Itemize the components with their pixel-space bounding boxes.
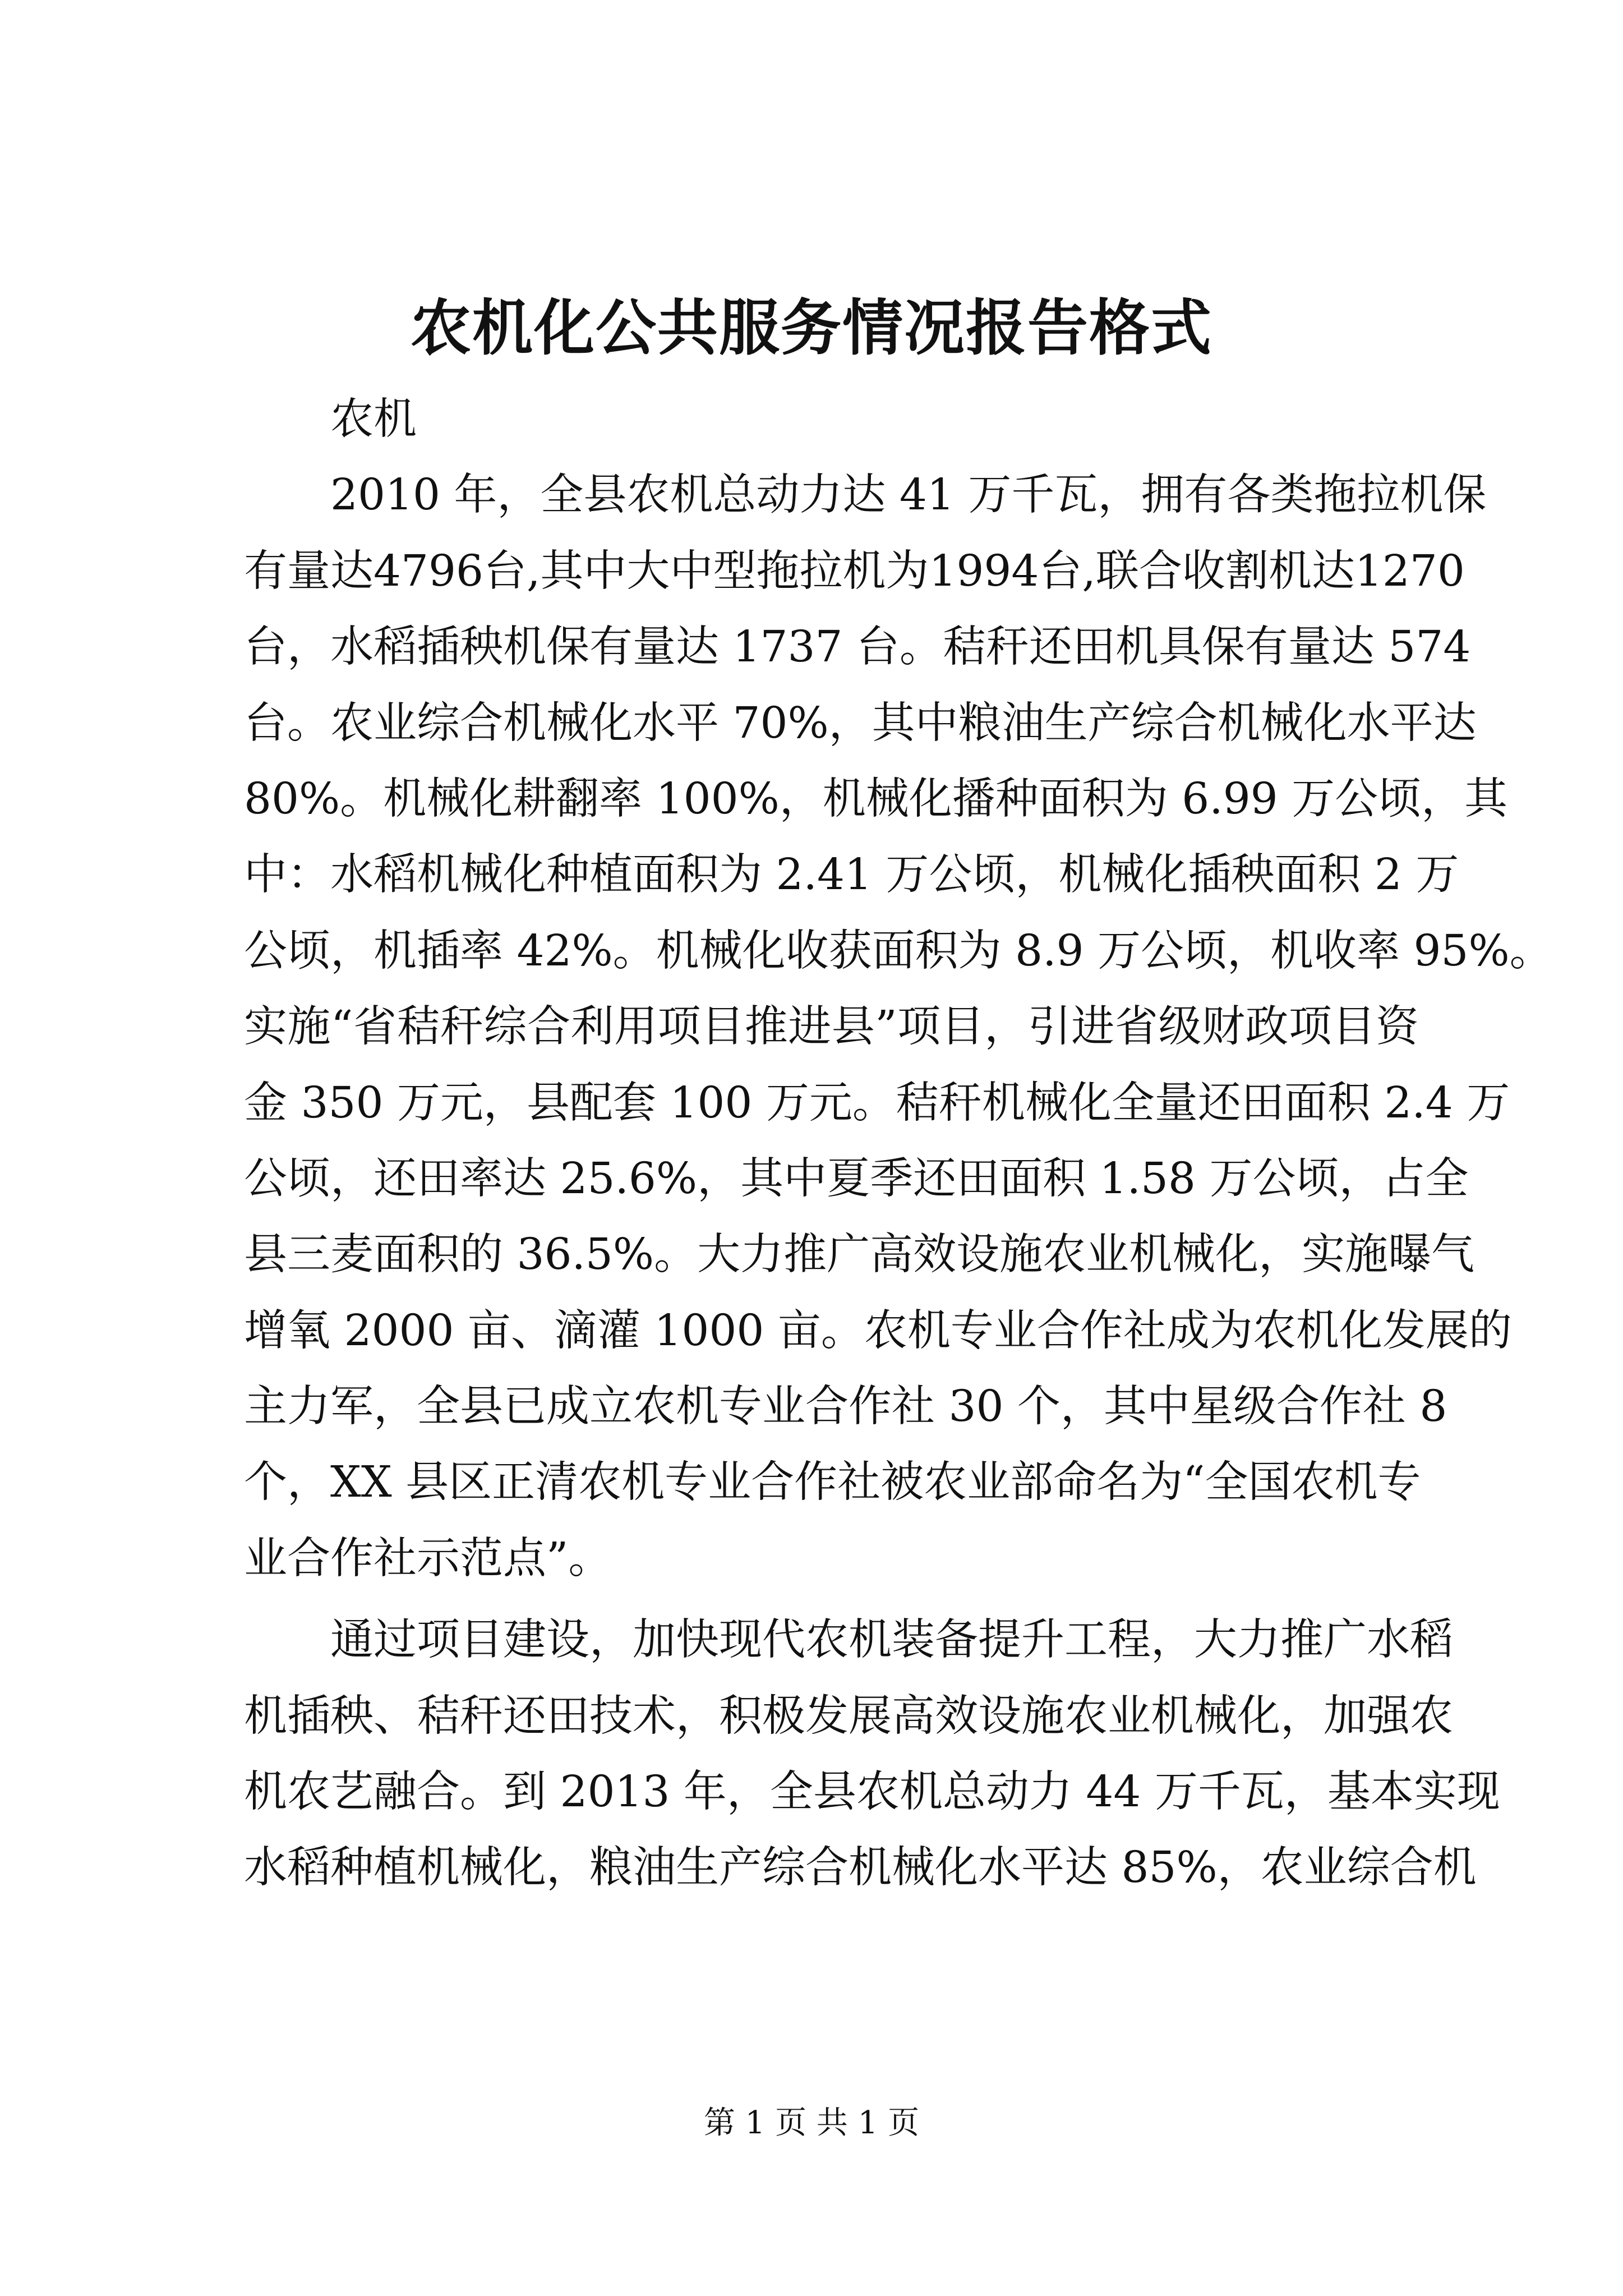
text-line: 80%。机械化耕翻率 100%，机械化播种面积为 6.99 万公顷，其 bbox=[244, 774, 1508, 824]
text-line: 个，XX 县区正清农机专业合作社被农业部命名为“全国农机专 bbox=[244, 1457, 1421, 1508]
text-line: 主力军，全县已成立农机专业合作社 30 个，其中星级合作社 8 bbox=[244, 1382, 1447, 1432]
text-line: 机插秧、秸秆还田技术，积极发展高效设施农业机械化，加强农 bbox=[244, 1691, 1453, 1741]
text-line: 机农艺融合。到 2013 年，全县农机总动力 44 万千瓦，基本实现 bbox=[244, 1767, 1500, 1818]
text-line: 台。农业综合机械化水平 70%，其中粮油生产综合机械化水平达 bbox=[244, 698, 1477, 748]
text-line: 县三麦面积的 36.5%。大力推广高效设施农业机械化，实施曝气 bbox=[244, 1230, 1475, 1280]
document-title: 农机化公共服务情况报告格式 bbox=[410, 293, 1212, 364]
text-line: 实施“省秸秆综合利用项目推进县”项目，引进省级财政项目资 bbox=[244, 1002, 1419, 1052]
text-line: 公顷，还田率达 25.6%，其中夏季还田面积 1.58 万公顷，占全 bbox=[244, 1153, 1469, 1204]
text-line: 2010 年，全县农机总动力达 41 万千瓦，拥有各类拖拉机保 bbox=[330, 470, 1487, 521]
text-line: 水稻种植机械化，粮油生产综合机械化水平达 85%，农业综合机 bbox=[244, 1843, 1477, 1893]
text-line: 有量达4796台,其中大中型拖拉机为1994台,联合收割机达1270 bbox=[244, 546, 1465, 596]
document-body bbox=[244, 381, 1553, 1906]
page-footer: 第 1 页 共 1 页 bbox=[703, 2105, 920, 2141]
text-line: 台，水稻插秧机保有量达 1737 台。秸秆还田机具保有量达 574 bbox=[244, 622, 1471, 673]
paragraph-gap bbox=[244, 1596, 1419, 1602]
text-line: 通过项目建设，加快现代农机装备提升工程，大力推广水稻 bbox=[330, 1615, 1453, 1665]
text-line: 金 350 万元，县配套 100 万元。秸秆机械化全量还田面积 2.4 万 bbox=[244, 1078, 1510, 1128]
text-line: 业合作社示范点”。 bbox=[244, 1533, 612, 1584]
text-line: 增氧 2000 亩、滴灌 1000 亩。农机专业合作社成为农机化发展的 bbox=[244, 1305, 1512, 1356]
text-line: 公顷，机插率 42%。机械化收获面积为 8.9 万公顷，机收率 95%。 bbox=[244, 926, 1553, 976]
text-line: 中：水稻机械化种植面积为 2.41 万公顷，机械化插秧面积 2 万 bbox=[244, 850, 1459, 900]
text-line: 农机 bbox=[330, 394, 417, 444]
